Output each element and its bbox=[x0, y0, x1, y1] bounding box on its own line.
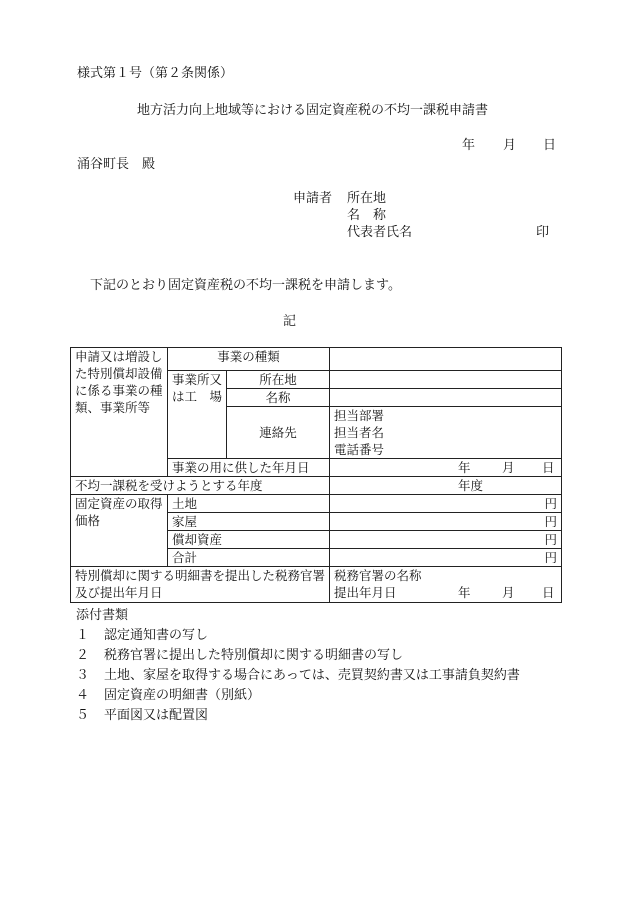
house-label: 家屋 bbox=[168, 513, 330, 531]
list-item: ５ 平面図又は配置図 bbox=[76, 708, 209, 723]
depreciable-value[interactable] bbox=[330, 531, 562, 549]
target-year-value[interactable] bbox=[330, 477, 562, 495]
depreciable-label: 償却資産 bbox=[168, 531, 330, 549]
fiscal-year-suffix: 年度 bbox=[458, 478, 484, 493]
start-month: 月 bbox=[502, 460, 515, 475]
office-label: 事業所又は工 場 bbox=[168, 371, 227, 459]
attachments bbox=[76, 606, 520, 726]
section-label: 申請又は増設した特別償却設備に係る事業の種類、事業所等 bbox=[71, 348, 168, 477]
phone-label: 電話番号 bbox=[334, 442, 385, 457]
list-item: ３ 土地、家屋を取得する場合にあっては、売買契約書又は工事請負契約書 bbox=[76, 668, 520, 683]
department-label: 担当部署 bbox=[334, 408, 385, 423]
applicant-representative: 代表者氏名 bbox=[347, 225, 413, 240]
yen-unit: 円 bbox=[544, 550, 558, 565]
start-year: 年 bbox=[458, 460, 471, 475]
house-value[interactable] bbox=[330, 513, 562, 531]
applicant-name: 名 称 bbox=[347, 208, 387, 223]
submit-date-label: 提出年月日 bbox=[334, 585, 397, 600]
tax-office-name-label: 税務官署の名称 bbox=[334, 568, 422, 583]
target-year-label: 不均一課税を受けようとする年度 bbox=[71, 477, 330, 495]
applicant-label: 申請者 bbox=[293, 191, 333, 206]
yen-unit: 円 bbox=[544, 496, 558, 511]
ki-heading: 記 bbox=[283, 314, 297, 329]
seal-mark: 印 bbox=[536, 225, 550, 240]
applicant-address: 所在地 bbox=[347, 191, 387, 206]
business-start-value[interactable] bbox=[330, 459, 562, 477]
start-day: 日 bbox=[542, 460, 555, 475]
date-year: 年 bbox=[462, 138, 476, 153]
business-type-label: 事業の種類 bbox=[168, 348, 330, 371]
list-item: １ 認定通知書の写し bbox=[76, 628, 209, 643]
addressee: 涌谷町長 殿 bbox=[77, 157, 156, 172]
business-start-label: 事業の用に供した年月日 bbox=[168, 459, 330, 477]
list-item: ２ 税務官署に提出した特別償却に関する明細書の写し bbox=[76, 648, 404, 663]
location-label: 所在地 bbox=[227, 371, 330, 389]
statement: 下記のとおり固定資産税の不均一課税を申請します。 bbox=[90, 278, 401, 293]
location-value[interactable] bbox=[330, 371, 562, 389]
yen-unit: 円 bbox=[544, 514, 558, 529]
person-label: 担当者名 bbox=[334, 425, 385, 440]
submit-year: 年 bbox=[458, 585, 471, 600]
contact-value[interactable] bbox=[330, 407, 562, 459]
name-label: 名称 bbox=[227, 389, 330, 407]
application-table bbox=[70, 347, 562, 603]
land-label: 土地 bbox=[168, 495, 330, 513]
name-value[interactable] bbox=[330, 389, 562, 407]
date-day: 日 bbox=[543, 138, 557, 153]
total-label: 合計 bbox=[168, 549, 330, 567]
submit-day: 日 bbox=[542, 585, 555, 600]
land-value[interactable] bbox=[330, 495, 562, 513]
date-month: 月 bbox=[503, 138, 517, 153]
form-number: 様式第１号（第２条関係） bbox=[77, 66, 234, 81]
submit-month: 月 bbox=[502, 585, 515, 600]
statement-submit-label: 特別償却に関する明細書を提出した税務官署及び提出年月日 bbox=[71, 567, 330, 603]
document-title: 地方活力向上地域等における固定資産税の不均一課税申請書 bbox=[137, 103, 489, 118]
statement-submit-value[interactable] bbox=[330, 567, 562, 603]
contact-label: 連絡先 bbox=[227, 407, 330, 459]
acquisition-label: 固定資産の取得価格 bbox=[71, 495, 168, 567]
attachments-heading: 添付書類 bbox=[76, 608, 129, 623]
list-item: ４ 固定資産の明細書（別紙） bbox=[76, 688, 261, 703]
yen-unit: 円 bbox=[544, 532, 558, 547]
business-type-value[interactable] bbox=[330, 348, 562, 371]
total-value[interactable] bbox=[330, 549, 562, 567]
